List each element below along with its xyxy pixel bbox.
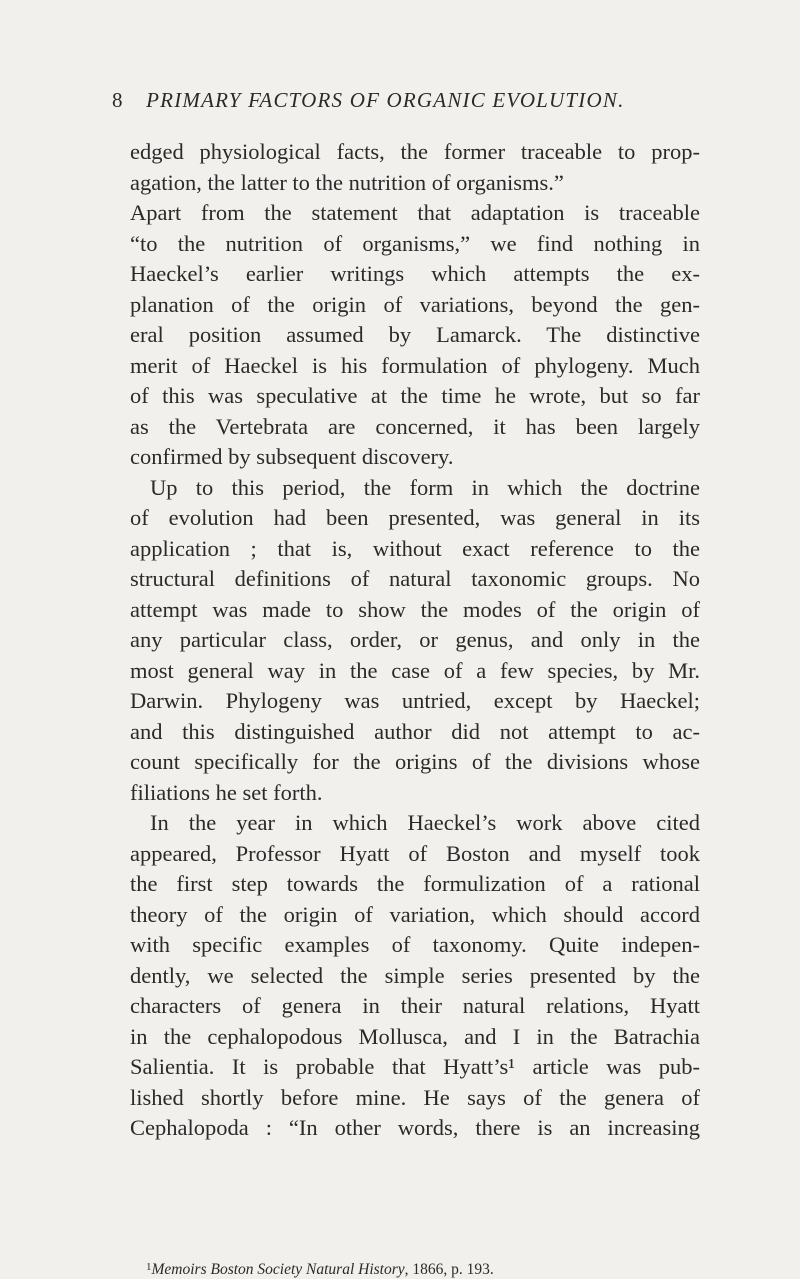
text-line: In the year in which Haeckel’s work above cited: [150, 810, 700, 835]
text-line: application ; that is, without exact reference to the: [130, 535, 700, 561]
text-line: of this was speculative at the time he wrote, but so far: [130, 383, 700, 408]
page-number: 8: [112, 88, 124, 112]
text-line: eral position assumed by Lamarck. The distinctive: [130, 322, 700, 347]
running-title: PRIMARY FACTORS OF ORGANIC EVOLUTION.: [146, 88, 625, 112]
text-line: the first step towards the formulization of a rational: [130, 871, 700, 896]
text-line: Darwin. Phylogeny was untried, except by Haeckel;: [130, 688, 700, 713]
text-line: Apart from the statement that adaptation is traceable: [130, 200, 700, 225]
text-line: merit of Haeckel is his formulation of phylogeny. Much: [130, 352, 700, 378]
text-line: as the Vertebrata are concerned, it has been largely: [130, 413, 700, 439]
text-line: “to the nutrition of organisms,” we find nothing in: [130, 230, 700, 256]
text-line: Cephalopoda : “In other words, there is an increasing: [130, 1115, 700, 1140]
text-line: confirmed by subsequent discovery.: [130, 444, 454, 469]
text-line: dently, we selected the simple series presented by the: [130, 962, 700, 988]
text-line: appeared, Professor Hyatt of Boston and myself took: [130, 840, 700, 866]
text-line: characters of genera in their natural relations, Hyatt: [130, 993, 700, 1018]
text-line: planation of the origin of variations, beyond the gen-: [130, 291, 700, 317]
text-line: of evolution had been presented, was general in its: [130, 505, 700, 530]
text-line: Up to this period, the form in which the doctrine: [150, 474, 700, 500]
text-line: edged physiological facts, the former traceable to prop-: [130, 139, 700, 164]
text-line: in the cephalopodous Mollusca, and I in the Batrachia: [130, 1023, 700, 1049]
text-line: most general way in the case of a few species, by Mr.: [130, 657, 700, 683]
text-line: Haeckel’s earlier writings which attempts the ex-: [130, 261, 700, 286]
text-line: attempt was made to show the modes of the origin of: [130, 596, 700, 622]
text-line: Salientia. It is probable that Hyatt’s¹ article was pub-: [130, 1054, 700, 1079]
text-line: filiations he set forth.: [130, 779, 323, 805]
footnote-marker: 1: [146, 1261, 152, 1273]
text-line: count specifically for the origins of the divisions whose: [130, 749, 700, 774]
text-line: structural definitions of natural taxonomic groups. No: [130, 566, 700, 591]
footnote-citation: , 1866, p. 193.: [404, 1261, 494, 1278]
footnote-title: Memoirs Boston Society Natural History: [151, 1261, 405, 1278]
text-line: any particular class, order, or genus, and only in the: [130, 627, 700, 652]
body-text: [130, 137, 700, 1144]
text-line: with specific examples of taxonomy. Quite indepen-: [130, 932, 700, 957]
text-line: lished shortly before mine. He says of the genera of: [130, 1084, 700, 1110]
text-line: agation, the latter to the nutrition of organisms.”: [130, 169, 564, 195]
text-line: and this distinguished author did not attempt to ac-: [130, 718, 700, 744]
footnote: [146, 1258, 706, 1279]
text-line: theory of the origin of variation, which should accord: [130, 901, 700, 927]
running-header: [112, 88, 712, 113]
